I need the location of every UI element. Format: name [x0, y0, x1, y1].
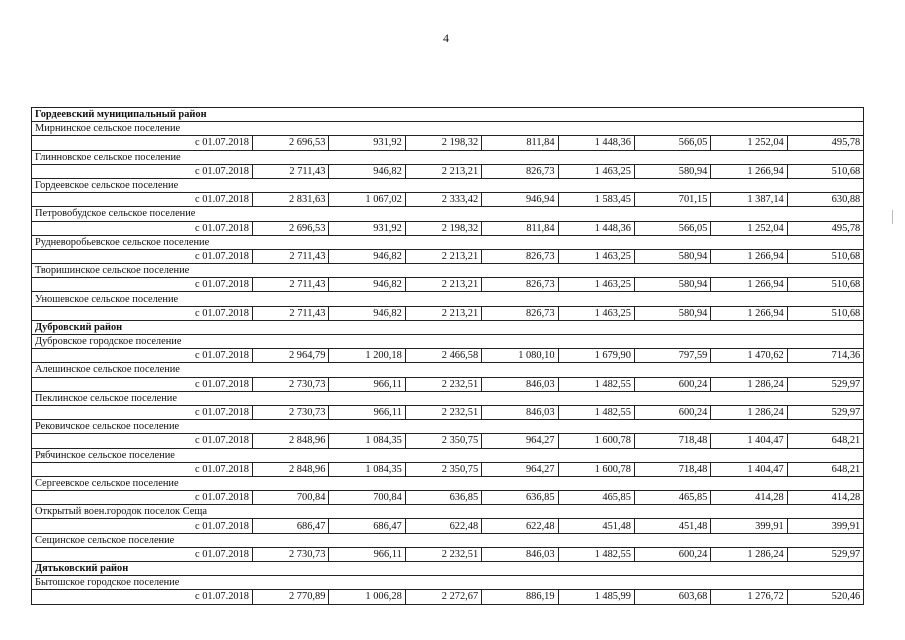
tariff-value-cell: 451,48: [558, 519, 634, 533]
tariff-value-cell: 465,85: [634, 491, 710, 505]
settlement-name-row: [32, 207, 864, 221]
tariff-value-cell: 1 286,24: [711, 547, 787, 561]
tariff-value-cell: 529,97: [787, 405, 864, 419]
tariff-value-cell: 1 276,72: [711, 590, 787, 604]
tariff-value-cell: 399,91: [787, 519, 864, 533]
tariff-value-cell: 529,97: [787, 377, 864, 391]
tariff-value-cell: 1 463,25: [558, 306, 634, 320]
tariff-value-cell: 580,94: [634, 306, 710, 320]
tariff-value-cell: 700,84: [253, 491, 329, 505]
effective-date: с 01.07.2018: [32, 278, 253, 292]
tariff-value-cell: 811,84: [482, 136, 558, 150]
tariff-value-cell: 946,82: [329, 164, 405, 178]
tariff-values-row: [32, 278, 864, 292]
tariff-value-cell: 1 266,94: [711, 249, 787, 263]
effective-date: с 01.07.2018: [32, 462, 253, 476]
settlement-name-row: [32, 420, 864, 434]
tariff-value-cell: 510,68: [787, 249, 864, 263]
tariff-value-cell: 701,15: [634, 193, 710, 207]
tariff-values-row: [32, 405, 864, 419]
tariff-value-cell: 2 711,43: [253, 278, 329, 292]
tariff-values-row: [32, 349, 864, 363]
effective-date: с 01.07.2018: [32, 193, 253, 207]
settlement-name: Бытошское городское поселение: [32, 576, 864, 590]
tariff-values-row: [32, 491, 864, 505]
settlement-name: Сергеевское сельское поселение: [32, 476, 864, 490]
district-row: [32, 108, 864, 122]
effective-date: с 01.07.2018: [32, 547, 253, 561]
tariff-value-cell: 1 084,35: [329, 434, 405, 448]
settlement-name: Пеклинское сельское поселение: [32, 391, 864, 405]
tariff-value-cell: 2 350,75: [405, 434, 481, 448]
tariff-values-row: [32, 547, 864, 561]
tariff-value-cell: 495,78: [787, 136, 864, 150]
tariff-value-cell: 622,48: [482, 519, 558, 533]
tariff-value-cell: 1 485,99: [558, 590, 634, 604]
tariff-value-cell: 1 286,24: [711, 405, 787, 419]
settlement-name: Открытый воен.городок поселок Сеща: [32, 505, 864, 519]
tariff-value-cell: 846,03: [482, 547, 558, 561]
tariff-value-cell: 946,82: [329, 278, 405, 292]
tariff-value-cell: 2 831,63: [253, 193, 329, 207]
tariff-value-cell: 451,48: [634, 519, 710, 533]
tariff-value-cell: 414,28: [787, 491, 864, 505]
settlement-name-row: [32, 264, 864, 278]
tariff-value-cell: 2 696,53: [253, 221, 329, 235]
tariff-value-cell: 946,94: [482, 193, 558, 207]
tariff-value-cell: 600,24: [634, 405, 710, 419]
tariff-value-cell: 2 730,73: [253, 547, 329, 561]
tariff-value-cell: 1 463,25: [558, 278, 634, 292]
tariff-value-cell: 846,03: [482, 405, 558, 419]
tariff-value-cell: 797,59: [634, 349, 710, 363]
settlement-name-row: [32, 292, 864, 306]
tariff-values-row: [32, 434, 864, 448]
tariff-values-row: [32, 377, 864, 391]
tariff-value-cell: 1 482,55: [558, 405, 634, 419]
tariff-value-cell: 966,11: [329, 547, 405, 561]
tariff-value-cell: 2 213,21: [405, 249, 481, 263]
tariff-value-cell: 2 198,32: [405, 221, 481, 235]
tariff-value-cell: 510,68: [787, 306, 864, 320]
tariff-value-cell: 2 272,67: [405, 590, 481, 604]
tariff-value-cell: 636,85: [405, 491, 481, 505]
tariff-value-cell: 2 213,21: [405, 278, 481, 292]
settlement-name-row: [32, 476, 864, 490]
tariff-value-cell: 2 333,42: [405, 193, 481, 207]
effective-date: с 01.07.2018: [32, 519, 253, 533]
tariff-value-cell: 826,73: [482, 306, 558, 320]
settlement-name: Рябчинское сельское поселение: [32, 448, 864, 462]
tariff-value-cell: 1 266,94: [711, 306, 787, 320]
settlement-name: Гордеевское сельское поселение: [32, 178, 864, 192]
tariff-value-cell: 2 232,51: [405, 377, 481, 391]
settlement-name-row: [32, 363, 864, 377]
tariff-value-cell: 1 482,55: [558, 377, 634, 391]
settlement-name: Уношевское сельское поселение: [32, 292, 864, 306]
district-row: [32, 562, 864, 576]
tariff-value-cell: 580,94: [634, 278, 710, 292]
tariff-value-cell: 718,48: [634, 462, 710, 476]
tariff-value-cell: 566,05: [634, 221, 710, 235]
tariff-value-cell: 686,47: [253, 519, 329, 533]
tariff-value-cell: 931,92: [329, 136, 405, 150]
tariff-value-cell: 2 350,75: [405, 462, 481, 476]
district-name: Дятьковский район: [32, 562, 864, 576]
tariff-values-row: [32, 136, 864, 150]
tariff-value-cell: 1 252,04: [711, 221, 787, 235]
settlement-name-row: [32, 335, 864, 349]
effective-date: с 01.07.2018: [32, 249, 253, 263]
settlement-name-row: [32, 150, 864, 164]
effective-date: с 01.07.2018: [32, 590, 253, 604]
tariff-value-cell: 465,85: [558, 491, 634, 505]
tariff-value-cell: 1 387,14: [711, 193, 787, 207]
tariff-value-cell: 2 730,73: [253, 377, 329, 391]
tariff-value-cell: 826,73: [482, 164, 558, 178]
tariff-value-cell: 1 470,62: [711, 349, 787, 363]
tariff-value-cell: 1 404,47: [711, 462, 787, 476]
tariff-value-cell: 648,21: [787, 434, 864, 448]
tariff-value-cell: 2 964,79: [253, 349, 329, 363]
tariff-value-cell: 1 080,10: [482, 349, 558, 363]
tariff-value-cell: 2 848,96: [253, 462, 329, 476]
tariff-value-cell: 2 848,96: [253, 434, 329, 448]
district-row: [32, 320, 864, 334]
tariff-value-cell: 686,47: [329, 519, 405, 533]
tariff-value-cell: 2 696,53: [253, 136, 329, 150]
tariff-value-cell: 2 711,43: [253, 164, 329, 178]
tariff-value-cell: 566,05: [634, 136, 710, 150]
settlement-name: Алешинское сельское поселение: [32, 363, 864, 377]
effective-date: с 01.07.2018: [32, 434, 253, 448]
tariff-value-cell: 1 448,36: [558, 136, 634, 150]
tariff-value-cell: 600,24: [634, 377, 710, 391]
tariff-value-cell: 826,73: [482, 278, 558, 292]
tariff-value-cell: 1 463,25: [558, 249, 634, 263]
page-number: 4: [443, 31, 449, 45]
tariff-value-cell: 946,82: [329, 249, 405, 263]
settlement-name-row: [32, 533, 864, 547]
tariff-values-row: [32, 221, 864, 235]
tariff-value-cell: 966,11: [329, 377, 405, 391]
tariff-value-cell: 414,28: [711, 491, 787, 505]
tariff-value-cell: 2 198,32: [405, 136, 481, 150]
tariff-value-cell: 886,19: [482, 590, 558, 604]
tariff-value-cell: 931,92: [329, 221, 405, 235]
district-name: Гордеевский муниципальный район: [32, 108, 864, 122]
tariff-value-cell: 714,36: [787, 349, 864, 363]
tariff-value-cell: 2 232,51: [405, 547, 481, 561]
tariff-value-cell: 1 583,45: [558, 193, 634, 207]
tariff-value-cell: 529,97: [787, 547, 864, 561]
tariff-value-cell: 846,03: [482, 377, 558, 391]
settlement-name: Творишинское сельское поселение: [32, 264, 864, 278]
tariff-value-cell: 964,27: [482, 434, 558, 448]
settlement-name-row: [32, 235, 864, 249]
tariff-value-cell: 2 730,73: [253, 405, 329, 419]
effective-date: с 01.07.2018: [32, 306, 253, 320]
tariff-value-cell: 399,91: [711, 519, 787, 533]
tariff-value-cell: 1 084,35: [329, 462, 405, 476]
settlement-name: Мирнинское сельское поселение: [32, 122, 864, 136]
tariff-value-cell: 826,73: [482, 249, 558, 263]
tariff-value-cell: 1 600,78: [558, 462, 634, 476]
settlement-name: Петровобудское сельское поселение: [32, 207, 864, 221]
tariff-value-cell: 1 266,94: [711, 278, 787, 292]
settlement-name-row: [32, 178, 864, 192]
tariff-value-cell: 1 067,02: [329, 193, 405, 207]
tariff-value-cell: 2 711,43: [253, 306, 329, 320]
tariff-value-cell: 1 448,36: [558, 221, 634, 235]
tariff-value-cell: 1 266,94: [711, 164, 787, 178]
scan-edge-mark: [892, 210, 893, 224]
tariff-value-cell: 1 200,18: [329, 349, 405, 363]
tariff-table: [31, 107, 864, 605]
tariff-value-cell: 2 770,89: [253, 590, 329, 604]
tariff-value-cell: 1 463,25: [558, 164, 634, 178]
tariff-value-cell: 630,88: [787, 193, 864, 207]
tariff-value-cell: 2 213,21: [405, 164, 481, 178]
tariff-value-cell: 622,48: [405, 519, 481, 533]
tariff-values-row: [32, 193, 864, 207]
tariff-value-cell: 1 600,78: [558, 434, 634, 448]
settlement-name: Рудневоробьевское сельское поселение: [32, 235, 864, 249]
tariff-value-cell: 700,84: [329, 491, 405, 505]
settlement-name-row: [32, 122, 864, 136]
tariff-value-cell: 1 252,04: [711, 136, 787, 150]
tariff-value-cell: 495,78: [787, 221, 864, 235]
settlement-name: Глинновское сельское поселение: [32, 150, 864, 164]
tariff-values-row: [32, 164, 864, 178]
settlement-name-row: [32, 576, 864, 590]
tariff-value-cell: 2 213,21: [405, 306, 481, 320]
effective-date: с 01.07.2018: [32, 405, 253, 419]
tariff-value-cell: 718,48: [634, 434, 710, 448]
tariff-value-cell: 2 232,51: [405, 405, 481, 419]
tariff-value-cell: 1 286,24: [711, 377, 787, 391]
tariff-value-cell: 510,68: [787, 278, 864, 292]
effective-date: с 01.07.2018: [32, 377, 253, 391]
tariff-value-cell: 520,46: [787, 590, 864, 604]
tariff-value-cell: 964,27: [482, 462, 558, 476]
tariff-value-cell: 966,11: [329, 405, 405, 419]
tariff-values-row: [32, 519, 864, 533]
tariff-value-cell: 1 404,47: [711, 434, 787, 448]
district-name: Дубровский район: [32, 320, 864, 334]
effective-date: с 01.07.2018: [32, 136, 253, 150]
tariff-value-cell: 811,84: [482, 221, 558, 235]
tariff-value-cell: 2 466,58: [405, 349, 481, 363]
tariff-value-cell: 1 482,55: [558, 547, 634, 561]
settlement-name: Дубровское городское поселение: [32, 335, 864, 349]
tariff-value-cell: 946,82: [329, 306, 405, 320]
settlement-name-row: [32, 448, 864, 462]
tariff-values-row: [32, 590, 864, 604]
tariff-values-row: [32, 249, 864, 263]
tariff-value-cell: 510,68: [787, 164, 864, 178]
tariff-value-cell: 2 711,43: [253, 249, 329, 263]
effective-date: с 01.07.2018: [32, 221, 253, 235]
settlement-name: Рековичское сельское поселение: [32, 420, 864, 434]
settlement-name: Сещинское сельское поселение: [32, 533, 864, 547]
tariff-value-cell: 600,24: [634, 547, 710, 561]
settlement-name-row: [32, 505, 864, 519]
tariff-value-cell: 636,85: [482, 491, 558, 505]
settlement-name-row: [32, 391, 864, 405]
effective-date: с 01.07.2018: [32, 164, 253, 178]
tariff-value-cell: 580,94: [634, 164, 710, 178]
tariff-values-row: [32, 306, 864, 320]
effective-date: с 01.07.2018: [32, 349, 253, 363]
tariff-value-cell: 648,21: [787, 462, 864, 476]
tariff-value-cell: 1 006,28: [329, 590, 405, 604]
effective-date: с 01.07.2018: [32, 491, 253, 505]
tariff-value-cell: 603,68: [634, 590, 710, 604]
tariff-values-row: [32, 462, 864, 476]
tariff-value-cell: 1 679,90: [558, 349, 634, 363]
tariff-value-cell: 580,94: [634, 249, 710, 263]
